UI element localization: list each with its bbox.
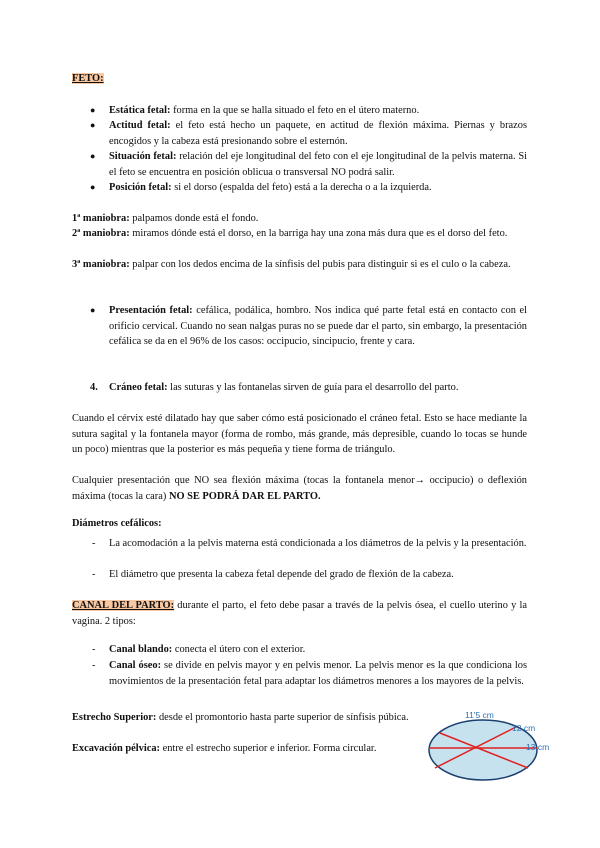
item-label: Estática fetal: xyxy=(109,105,171,116)
item-label: Canal blando: xyxy=(109,644,173,655)
feto-heading xyxy=(72,71,104,87)
dash-icon: - xyxy=(92,660,96,671)
maniobra-label: 2ª maniobra: xyxy=(72,228,130,239)
item-text: forma en la que se halla situado el feto en el útero materno. xyxy=(170,105,420,116)
canal-paragraph xyxy=(72,598,527,629)
maniobra-1 xyxy=(72,211,527,227)
bullet-icon: ● xyxy=(90,120,96,130)
maniobra-text: palpamos donde está el fondo. xyxy=(129,213,259,224)
maniobra-text: palpar con los dedos encima de la sínfisis del pubis para distinguir si es el culo o la cabeza. xyxy=(129,259,511,270)
item-label: Posición fetal: xyxy=(109,182,172,193)
item-text: el feto está hecho un paquete, en actitud de flexión máxima. Piernas y brazos encogidos y la cabeza está presionando sobre el esternón. xyxy=(109,120,527,147)
item-text: cefálica, podálica, hombro. Nos indica qué parte fetal está en contacto con el orificio cervical. Cuando no sean nalgas puras no se puede dar el parto, sin embargo, la presentación cefálica se da en el 96% de los casos: occipucio, sincipucio, frente y cara. xyxy=(109,305,527,347)
item-text: si el dorso (espalda del feto) está a la derecha o a la izquierda. xyxy=(171,182,432,193)
item-text: relación del eje longitudinal del feto con el eje longitudinal de la pelvis materna. Si el feto se encuentra en posición oblicua o transversal NO podrá salir. xyxy=(109,151,527,178)
item-text: se divide en pelvis mayor y en pelvis menor. La pelvis menor es la que condiciona los movimientos de la presentación fetal para adaptar los diámetros menores a los mayores de la pelvis. xyxy=(109,660,527,687)
item-text: conecta el útero con el exterior. xyxy=(172,644,306,655)
item-text: entre el estrecho superior e inferior. Forma circular. xyxy=(160,743,377,754)
bullet-icon: ● xyxy=(90,151,96,161)
maniobra-3 xyxy=(72,257,527,273)
bullet-icon: ● xyxy=(90,105,96,115)
pelvis-diameter-diagram xyxy=(420,708,550,783)
item-label: Cráneo fetal: xyxy=(109,382,168,393)
craneo-number: 4. xyxy=(90,382,98,393)
bullet-icon: ● xyxy=(90,305,96,315)
list-item: El diámetro que presenta la cabeza fetal depende del grado de flexión de la cabeza. xyxy=(109,569,454,580)
paragraph-craneo: Cuando el cérvix esté dilatado hay que saber cómo está posicionado el cráneo fetal. Esto se hace mediante la sutura sagital y la fontanela mayor (forma de rombo, más grande, más depresible, cuando lo tocas se hunde un poco) mientras que la posterior es más pequeña y tiene forma de triángulo. xyxy=(72,413,527,455)
diagram-label-right: 13 cm xyxy=(526,742,550,752)
canal-heading: CANAL DEL PARTO: xyxy=(72,600,175,611)
list-item xyxy=(109,103,527,119)
dash-icon: - xyxy=(92,644,96,655)
canal-text: durante el parto, el feto debe pasar a través de la pelvis ósea, el cuello uterino y la vagina. 2 tipos: xyxy=(72,600,527,627)
diametros-heading: Diámetros cefálicos: xyxy=(72,518,162,529)
presentacion-item xyxy=(109,303,527,350)
list-item xyxy=(109,180,527,196)
diagram-label-right-top: 12 cm xyxy=(512,723,536,733)
list-item xyxy=(109,658,527,689)
item-text: desde el promontorio hasta parte superior de sínfisis púbica. xyxy=(156,712,409,723)
list-item: La acomodación a la pelvis materna está condicionada a los diámetros de la pelvis y la presentación. xyxy=(109,538,527,549)
list-item xyxy=(109,118,527,149)
maniobra-label: 1ª maniobra: xyxy=(72,213,130,224)
item-label: Canal óseo: xyxy=(109,660,162,671)
paragraph-text: Cualquier presentación que NO sea flexión máxima (tocas la fontanela menor→ occipucio) o deflexión máxima (tocas la cara) xyxy=(72,475,527,502)
excavacion-paragraph xyxy=(72,741,417,757)
item-text: las suturas y las fontanelas sirven de guía para el desarrollo del parto. xyxy=(167,382,459,393)
paragraph-presentacion xyxy=(72,473,527,504)
item-label: Estrecho Superior: xyxy=(72,712,157,723)
item-label: Situación fetal: xyxy=(109,151,177,162)
diagram-label-top: 11'5 cm xyxy=(465,710,494,720)
estrecho-paragraph xyxy=(72,710,417,726)
item-label: Actitud fetal: xyxy=(109,120,171,131)
maniobra-label: 3ª maniobra: xyxy=(72,259,130,270)
dash-icon: - xyxy=(92,538,96,549)
list-item xyxy=(109,149,527,180)
maniobra-text: miramos dónde está el dorso, en la barriga hay una zona más dura que es el dorso del feto. xyxy=(129,228,508,239)
craneo-item xyxy=(109,380,527,396)
list-item xyxy=(109,642,527,658)
item-label: Presentación fetal: xyxy=(109,305,193,316)
item-label: Excavación pélvica: xyxy=(72,743,161,754)
paragraph-bold: NO SE PODRÁ DAR EL PARTO. xyxy=(168,490,321,502)
dash-icon: - xyxy=(92,569,96,580)
maniobra-2 xyxy=(72,226,527,242)
bullet-icon: ● xyxy=(90,182,96,192)
feto-heading-text: FETO: xyxy=(72,73,104,84)
